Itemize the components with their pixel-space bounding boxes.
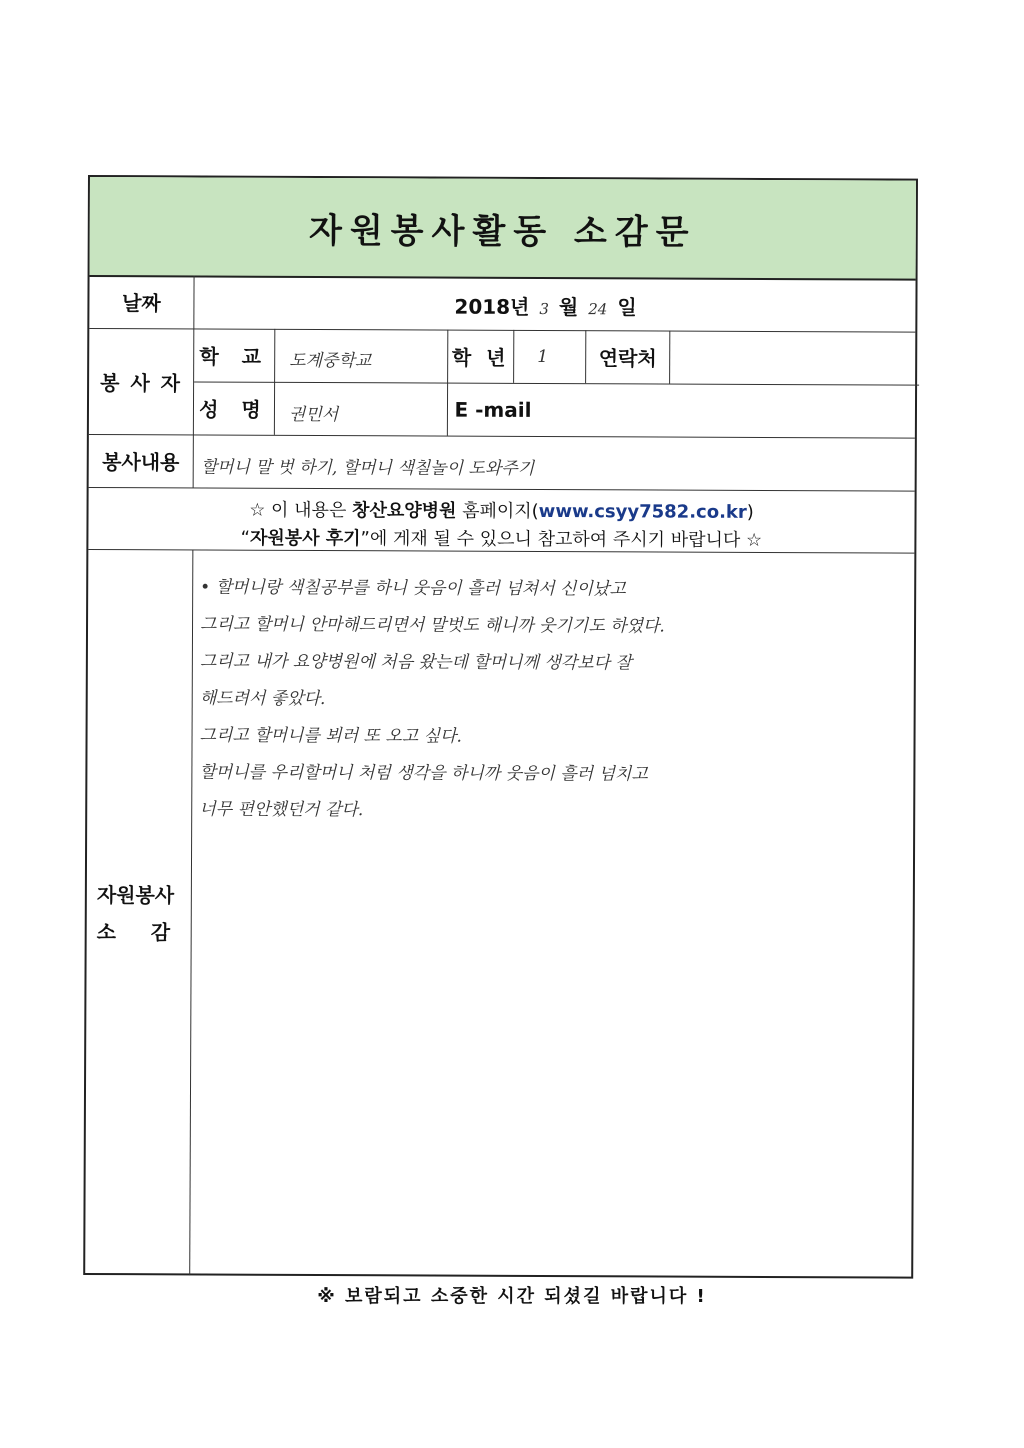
essay-line: • 할머니랑 색칠공부를 하니 웃음이 흘러 넘쳐서 신이났고 xyxy=(200,577,626,600)
impression-label xyxy=(85,549,192,1275)
notice-line-2 xyxy=(88,523,914,553)
hospital-name: 창산요양병원 xyxy=(352,500,457,522)
name-value: 권민서 xyxy=(288,404,339,426)
volunteer-form xyxy=(83,175,918,1279)
notice-text: ☆ 이 내용은 xyxy=(249,499,353,522)
service-label: 봉사내용 xyxy=(102,450,180,475)
date-month: 3 xyxy=(539,299,549,319)
notice-text: “ xyxy=(240,527,251,549)
contact-label: 연락처 xyxy=(598,346,657,371)
homepage-link[interactable]: www.csyy7582.co.kr xyxy=(538,500,747,523)
name-label: 성 명 xyxy=(199,397,269,422)
notice-line-1 xyxy=(88,495,914,525)
impression-label-line: 자원봉사 xyxy=(96,883,175,908)
footer-message: ※ 보람되고 소중한 시간 되셨길 바랍니다 ! xyxy=(317,1286,707,1307)
notice-text: ”에 게재 될 수 있으니 참고하여 주시기 바랍니다 ☆ xyxy=(360,528,763,551)
date-label: 날짜 xyxy=(122,291,161,316)
essay-line: 너무 편안했던거 같다. xyxy=(199,799,364,821)
essay-line: 할머니를 우리할머니 처럼 생각을 하니까 웃음이 흘러 넘치고 xyxy=(199,762,648,785)
date-day: 24 xyxy=(588,300,608,319)
essay-line: 그리고 내가 요양병원에 처음 왔는데 할머니께 생각보다 잘 xyxy=(199,651,632,674)
date-month-unit: 월 xyxy=(558,295,579,320)
essay-line: 그리고 할머니를 뵈러 또 오고 싶다. xyxy=(199,725,462,747)
divider xyxy=(89,487,915,492)
service-content: 할머니 말 벗 하기, 할머니 색칠놀이 도와주기 xyxy=(200,457,535,479)
essay-line: 그리고 할머니 안마해드리면서 말벗도 해니까 웃기기도 하였다. xyxy=(199,614,665,637)
review-board-name: 자원봉사 후기 xyxy=(249,527,361,550)
impression-label-line: 소 감 xyxy=(96,920,171,945)
notice-text: ) xyxy=(746,501,754,523)
grade-label: 학 년 xyxy=(451,345,510,370)
divider xyxy=(194,381,919,385)
date-year: 2018년 xyxy=(454,294,530,319)
date-value xyxy=(454,291,636,321)
school-label: 학 교 xyxy=(199,344,270,369)
volunteer-label: 봉 사 자 xyxy=(100,370,183,395)
notice-text: 홈페이지( xyxy=(456,500,539,522)
email-label: E -mail xyxy=(454,397,532,422)
date-day-unit: 일 xyxy=(617,295,637,320)
form-title: 자원봉사활동 소감문 xyxy=(308,210,697,253)
essay-line: 해드려서 좋았다. xyxy=(199,688,326,710)
grade-value: 1 xyxy=(537,346,549,368)
impression-text xyxy=(199,569,900,831)
form-title-bar xyxy=(90,177,916,281)
school-value: 도계중학교 xyxy=(289,350,372,372)
